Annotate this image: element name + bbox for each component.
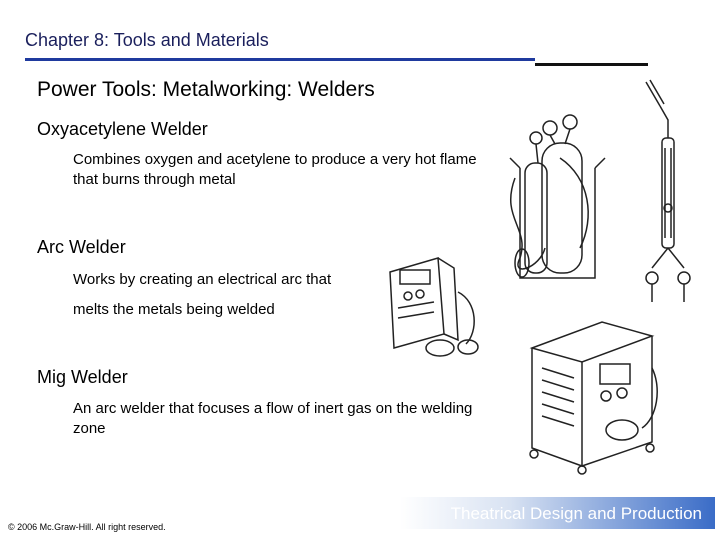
arc-description-line-2: melts the metals being welded bbox=[73, 301, 275, 318]
slide-title: Power Tools: Metalworking: Welders bbox=[37, 78, 375, 101]
oxyacetylene-description: Combines oxygen and acetylene to produce a very hot flame that burns through metal bbox=[73, 151, 477, 188]
oxyacetylene-welder-illustration bbox=[500, 108, 610, 290]
header-rule-blue bbox=[25, 58, 535, 61]
header-rule-black bbox=[535, 63, 648, 66]
arc-heading: Arc Welder bbox=[37, 237, 126, 257]
welding-torch-illustration bbox=[640, 78, 700, 308]
oxyacetylene-heading: Oxyacetylene Welder bbox=[37, 119, 208, 139]
mig-welder-illustration bbox=[522, 318, 662, 478]
footer-course-title: Theatrical Design and Production bbox=[450, 504, 702, 523]
mig-description-line-2: zone bbox=[73, 420, 106, 437]
copyright-notice: © 2006 Mc.Graw-Hill. All right reserved. bbox=[8, 522, 166, 532]
mig-heading: Mig Welder bbox=[37, 367, 128, 387]
chapter-title: Chapter 8: Tools and Materials bbox=[25, 30, 269, 50]
mig-description-line-1: An arc welder that focuses a flow of inert gas on the welding bbox=[73, 400, 473, 417]
arc-description-line-1: Works by creating an electrical arc that bbox=[73, 271, 332, 288]
arc-welder-illustration bbox=[378, 252, 488, 362]
